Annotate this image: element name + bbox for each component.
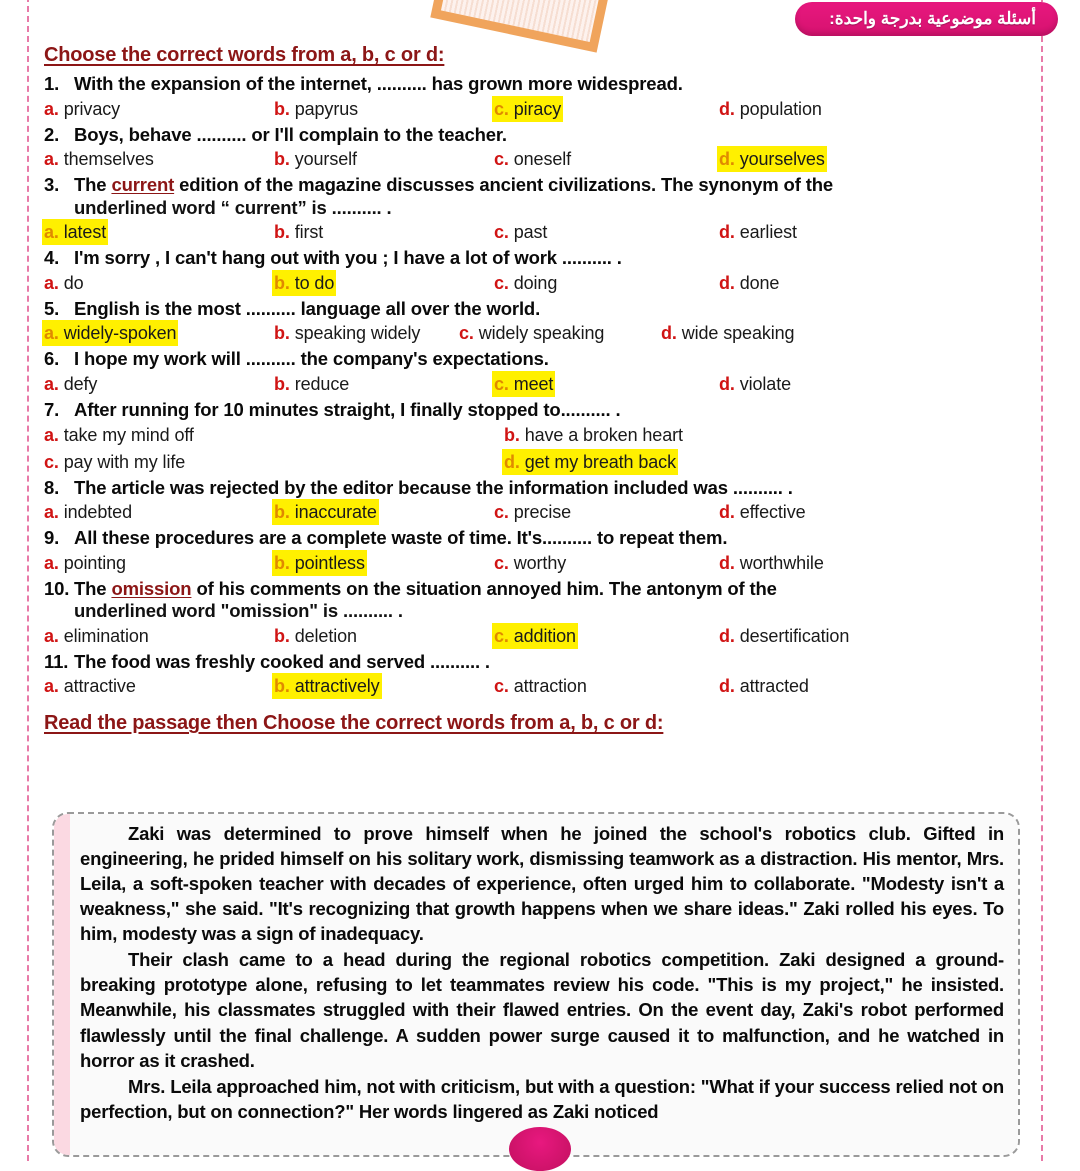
option-text: oneself [508,149,572,170]
question-item [44,247,1036,297]
question-text: I'm sorry , I can't hang out with you ; I have a lot of work .......... . [74,247,622,269]
option-text: take my mind off [58,424,194,445]
option-letter: d. [719,149,735,170]
underlined-keyword: omission [111,577,192,599]
option-group [44,270,1036,297]
option-group [44,499,1036,526]
option-text: pay with my life [58,451,186,472]
option-text: effective [734,502,806,523]
option-letter: d. [719,552,735,573]
option-letter: b. [274,373,290,394]
question-text: After running for 10 minutes straight, I finally stopped to.......... . [74,398,621,420]
passage-paragraph: Zaki was determined to prove himself when he joined the school's robotics club. Gifted in engineering, he prided himself on his solitary work, dismissing teamwork as a distraction. His mentor, Mrs. Leila, a soft-spoken teacher with decades of experience, often urged him to collaborate. "Modesty isn't a weakness," she said. "It's recognizing that growth happens when we share ideas." Zaki rolled his eyes. To him, modesty was a sign of inadequacy. [80,823,1004,945]
option-text: pointless [289,552,365,573]
option-text: worthy [508,552,567,573]
passage-paragraph: Mrs. Leila approached him, not with criticism, but with a question: "What if your success relied not on perfection, but on connection?" Her words lingered as Zaki noticed [80,1075,1004,1122]
option-letter: c. [494,502,509,523]
question-number: 2. [44,123,60,145]
question-number: 1. [44,73,60,94]
answer-option[interactable] [459,320,604,346]
question-stem-line2: underlined word "omission" is .......... . [74,600,403,622]
passage-paragraph: Their clash came to a head during the regional robotics competition. Zaki designed a ground-breaking prototype alone, refusing to let teammates review his code. "This is my project," he insisted. Meanwhile, his classmates struggled with their flawed entries. On the event day, Zaki's robot performed flawlessly until the final challenge. A sudden power surge caused it to malfunction, and he watched in horror as it crashed. [80,949,1004,1071]
question-stem [44,247,1036,270]
option-letter: d. [504,451,520,472]
option-group [44,320,1036,347]
option-text: wide speaking [676,323,795,344]
option-letter: d. [661,323,677,344]
question-stem [44,124,1036,147]
answer-option[interactable] [719,371,791,397]
option-letter: a. [44,424,59,445]
question-stem [44,651,1036,674]
option-letter: a. [44,149,59,170]
question-stem [44,477,1036,500]
option-letter: a. [44,222,59,243]
option-text: doing [508,272,558,293]
option-group [44,550,1036,577]
answer-option[interactable] [494,146,571,172]
answer-option[interactable] [719,623,849,649]
option-text: papyrus [289,98,359,119]
answer-option[interactable] [494,673,587,699]
question-stem [44,399,1036,422]
answer-option[interactable] [494,270,557,296]
option-letter: d. [719,676,735,697]
option-text: earliest [734,222,797,243]
question-item [44,477,1036,527]
passage-text-body [70,814,1018,1155]
option-letter: c. [494,149,509,170]
answer-option[interactable] [274,219,323,245]
question-text: With the expansion of the internet, .......... has grown more widespread. [74,73,683,94]
answer-option[interactable] [44,550,126,576]
answer-option[interactable] [44,499,132,525]
question-item [44,527,1036,577]
option-letter: a. [44,552,59,573]
answer-option[interactable] [719,270,779,296]
option-group [44,96,1036,123]
question-number: 8. [44,476,60,498]
option-text: elimination [58,625,149,646]
option-letter: d. [719,272,735,293]
answer-option[interactable] [504,422,683,448]
option-letter: c. [494,625,509,646]
option-letter: d. [719,222,735,243]
option-letter: a. [44,98,59,119]
option-text: piracy [508,98,562,119]
option-letter: d. [719,502,735,523]
option-text: have a broken heart [519,424,683,445]
question-number: 7. [44,398,60,420]
answer-option[interactable] [44,673,136,699]
question-stem-line2: underlined word “ current” is .......... . [74,196,392,218]
option-letter: c. [494,98,509,119]
answer-option[interactable] [492,371,555,397]
question-stem [44,348,1036,371]
question-text: The food was freshly cooked and served .......... . [74,650,490,672]
option-text: widely-spoken [58,323,177,344]
option-text: attracted [734,676,809,697]
answer-option[interactable] [272,499,379,525]
option-text: attraction [508,676,587,697]
question-item [44,399,1036,476]
option-text: pointing [58,552,126,573]
option-letter: a. [44,676,59,697]
option-letter: a. [44,373,59,394]
answer-option[interactable] [719,219,797,245]
answer-option[interactable] [42,219,108,245]
answer-option[interactable] [719,673,809,699]
option-text: violate [734,373,792,394]
question-text: The current edition of the magazine discusses ancient civilizations. The synonym of the [74,174,833,196]
answer-option[interactable] [502,449,678,475]
answer-option[interactable] [719,550,824,576]
passage-pink-edge [54,814,70,1155]
option-letter: b. [504,424,520,445]
answer-option[interactable] [661,320,794,346]
option-letter: c. [44,451,59,472]
underlined-keyword: omission [229,600,310,622]
option-text: desertification [734,625,850,646]
answer-option[interactable] [492,623,578,649]
option-letter: b. [274,222,290,243]
question-number: 10. [44,577,70,599]
option-text: attractive [58,676,136,697]
option-text: first [289,222,324,243]
question-number: 9. [44,527,60,549]
question-item [44,348,1036,398]
option-group [44,146,1036,173]
option-text: deletion [289,625,357,646]
answer-option[interactable] [44,270,84,296]
option-letter: a. [44,323,59,344]
mcq-section-heading: Choose the correct words from a, b, c or d: [44,44,445,66]
option-letter: d. [719,98,735,119]
option-text: privacy [58,98,121,119]
answer-option[interactable] [42,320,178,346]
question-item [44,651,1036,701]
option-text: speaking widely [289,323,421,344]
underlined-keyword: current [111,174,175,196]
answer-option[interactable] [274,320,420,346]
question-stem [44,578,1036,601]
question-text: The omission of his comments on the situation annoyed him. The antonym of the [74,577,777,599]
option-text: past [508,222,548,243]
option-letter: b. [274,272,290,293]
option-text: precise [508,502,572,523]
question-stem [44,73,1036,96]
option-text: done [734,272,780,293]
option-group [44,623,1036,650]
answer-option[interactable] [274,623,357,649]
answer-option[interactable] [492,96,563,122]
question-number: 4. [44,247,60,269]
option-letter: d. [719,625,735,646]
answer-option[interactable] [494,550,566,576]
option-letter: a. [44,502,59,523]
question-item [44,298,1036,348]
answer-option[interactable] [44,371,97,397]
question-item [44,124,1036,174]
question-stem [44,527,1036,550]
option-letter: c. [494,552,509,573]
option-text: population [734,98,822,119]
option-letter: b. [274,323,290,344]
question-text: English is the most .......... language all over the world. [74,297,541,319]
worksheet-content [44,44,1036,743]
option-letter: c. [494,373,509,394]
option-group [44,219,1036,246]
answer-option[interactable] [44,146,154,172]
answer-option[interactable] [494,499,571,525]
option-letter: a. [44,272,59,293]
option-letter: b. [274,149,290,170]
option-letter: b. [274,625,290,646]
option-text: do [58,272,84,293]
option-letter: a. [44,625,59,646]
option-letter: b. [274,552,290,573]
option-text: defy [58,373,98,394]
passage-section-heading: Read the passage then Choose the correct words from a, b, c or d: [44,712,664,735]
option-text: indebted [58,502,132,523]
answer-option[interactable] [274,146,357,172]
question-stem [44,174,1036,197]
mcq-question-list [44,73,1036,700]
answer-option[interactable] [272,550,367,576]
option-text: inaccurate [289,502,377,523]
option-text: get my breath back [519,451,676,472]
option-letter: c. [494,222,509,243]
answer-option[interactable] [272,270,336,296]
option-letter: b. [274,502,290,523]
question-text: Boys, behave .......... or I'll complain to the teacher. [74,123,507,145]
reading-passage-box [52,812,1020,1157]
question-stem [44,298,1036,321]
answer-option[interactable] [717,146,827,172]
option-letter: c. [459,323,474,344]
question-number: 5. [44,297,60,319]
page-number-bubble [509,1127,571,1171]
underlined-keyword: current [234,196,298,218]
option-letter: b. [274,676,290,697]
question-item [44,174,1036,246]
answer-option[interactable] [274,371,349,397]
answer-option[interactable] [44,623,149,649]
question-text: The article was rejected by the editor because the information included was .......... . [74,476,793,498]
question-item [44,578,1036,650]
option-letter: c. [494,676,509,697]
option-text: yourself [289,149,357,170]
answer-option[interactable] [719,499,806,525]
option-text: meet [508,373,554,394]
option-group [44,371,1036,398]
question-number: 11. [44,650,69,672]
option-text: latest [58,222,107,243]
question-number: 6. [44,348,60,370]
option-text: to do [289,272,335,293]
question-number: 3. [44,174,60,196]
answer-option[interactable] [494,219,547,245]
answer-option[interactable] [719,96,822,122]
answer-option[interactable] [44,422,194,448]
option-letter: b. [274,98,290,119]
question-item [44,73,1036,123]
answer-option[interactable] [44,96,120,122]
option-text: themselves [58,149,154,170]
question-text: All these procedures are a complete waste of time. It's.......... to repeat them. [74,527,728,549]
option-text: worthwhile [734,552,824,573]
option-text: yourselves [734,149,825,170]
option-letter: d. [719,373,735,394]
option-text: widely speaking [473,323,605,344]
answer-option[interactable] [44,449,185,475]
arabic-banner-label: أسئلة موضوعية بدرجة واحدة: [829,9,1036,28]
option-group [44,422,1036,476]
answer-option[interactable] [274,96,358,122]
arabic-section-banner [795,2,1058,36]
option-text: addition [508,625,576,646]
answer-option[interactable] [272,673,382,699]
option-text: reduce [289,373,350,394]
option-text: attractively [289,676,380,697]
question-text: I hope my work will .......... the company's expectations. [74,348,549,370]
option-group [44,673,1036,700]
option-letter: c. [494,272,509,293]
